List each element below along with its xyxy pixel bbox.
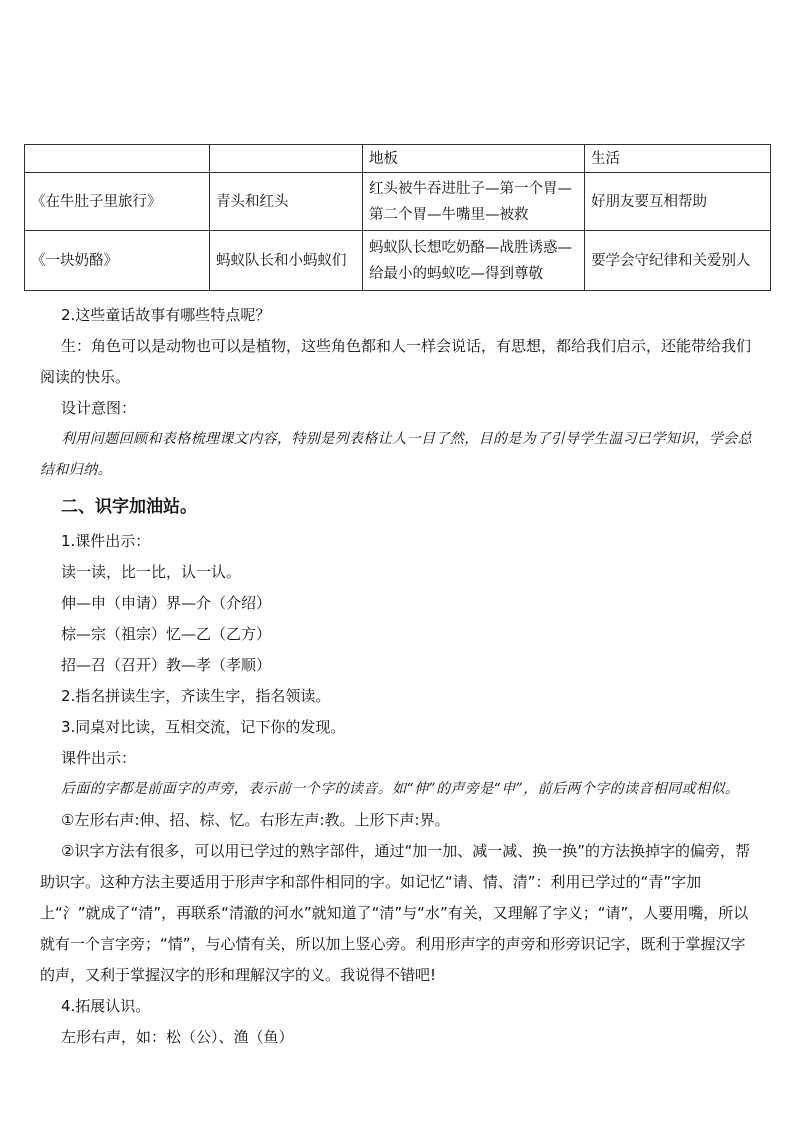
story-summary-table — [24, 144, 771, 291]
table-cell: 《一块奶酪》 — [25, 231, 210, 291]
question-2: 2.这些童话故事有哪些特点呢？ — [61, 306, 271, 324]
step-2: 2.指名拼读生字，齐读生字，指名领读。 — [61, 687, 331, 705]
table-row — [25, 231, 771, 291]
courseware-label: 课件出示： — [61, 749, 137, 767]
design-intent-text: 利用问题回顾和表格梳理课文内容，特别是列表格让人一目了然，目的是为了引导学生温习已学知识，学会总结和归纳。 — [40, 431, 753, 478]
table-cell: 要学会守纪律和关爱别人 — [585, 231, 771, 291]
table-row — [25, 145, 771, 173]
design-intent-label: 设计意图： — [61, 399, 137, 417]
table-cell — [210, 145, 363, 173]
step-3: 3.同桌对比读，互相交流，记下你的发现。 — [61, 718, 346, 736]
step-1: 1.课件出示： — [61, 532, 151, 550]
section-title: 二、识字加油站。 — [61, 497, 197, 517]
table-cell: 地板 — [363, 145, 585, 173]
table-cell: 生活 — [585, 145, 771, 173]
read-instruction: 读一读，比一比，认一认。 — [61, 563, 242, 581]
char-pair-line: 伸—申（申请）界—介（介绍） — [61, 594, 272, 612]
table-row — [25, 173, 771, 231]
step-4-text: 左形右声，如：松（公）、渔（鱼） — [61, 1028, 294, 1046]
table-cell: 蚂蚁队长想吃奶酪—战胜诱惑—给最小的蚂蚁吃—得到尊敬 — [363, 231, 585, 291]
table-cell: 蚂蚁队长和小蚂蚁们 — [210, 231, 363, 291]
table-cell: 《在牛肚子里旅行》 — [25, 173, 210, 231]
student-answer: 生：角色可以是动物也可以是植物，这些角色都和人一样会说话，有思想，都给我们启示，还能带给我们阅读的快乐。 — [40, 337, 752, 386]
step-4: 4.拓展认识。 — [61, 997, 151, 1015]
conclusion-1: ①左形右声:伸、招、棕、忆。右形左声:教。上形下声:界。 — [61, 811, 450, 829]
char-pair-line: 棕—宗（祖宗）忆—乙（乙方） — [61, 625, 272, 643]
conclusion-2: ②识字方法有很多，可以用已学过的熟字部件，通过“加一加、减一减、换一换”的方法换掉字的偏旁，帮助识字。这种方法主要适用于形声字和部件相同的字。如记忆“请、情、清”：利用已学过的“青”字加上“氵”就成了“清”，再联系“清澈的河水”就知道了“清”与“水”有关，又理解了字义；“请”，人要用嘴，所以就有一个言字旁；“情”，与心情有关，所以加上竖心旁。利用形声字的声旁和形旁识记字，既利于掌握汉字的声，又利于掌握汉字的形和理解汉字的义。我说得不错吧! — [40, 842, 750, 984]
table-cell: 好朋友要互相帮助 — [585, 173, 771, 231]
char-pair-line: 招—召（召开）教—孝（孝顺） — [61, 656, 272, 674]
table-cell — [25, 145, 210, 173]
table-cell: 红头被牛吞进肚子—第一个胃—第二个胃—牛嘴里—被救 — [363, 173, 585, 231]
courseware-text: 后面的字都是前面字的声旁，表示前一个字的读音。如“伸”的声旁是“申”，前后两个字的读音相同或相似。 — [61, 781, 740, 797]
document-body — [40, 300, 756, 1053]
table-cell: 青头和红头 — [210, 173, 363, 231]
